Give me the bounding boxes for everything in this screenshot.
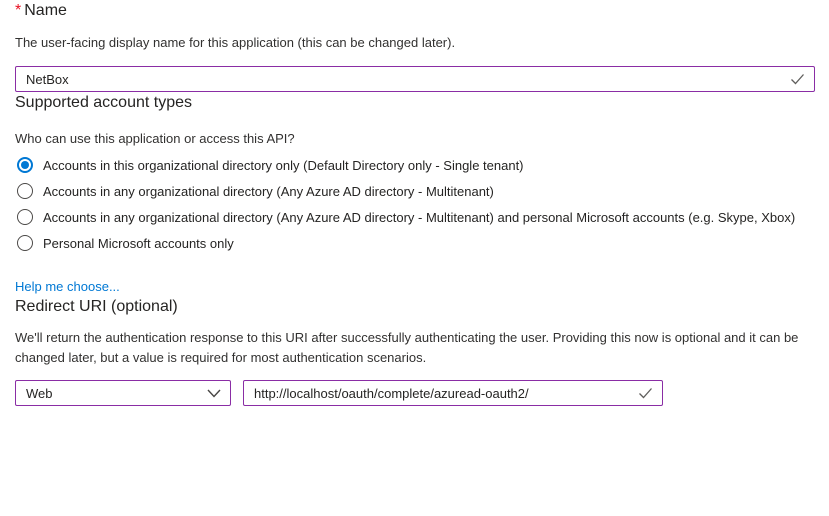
name-input-box — [15, 66, 815, 92]
account-types-title: Supported account types — [15, 94, 193, 111]
valid-checkmark-icon — [638, 387, 653, 399]
redirect-uri-description: We'll return the authentication response to this URI after successfully authenticating the user. Providing this now is optional and it can be changed later, but a value is required for most authentication scenarios. — [15, 330, 799, 365]
radio-button-icon — [17, 235, 33, 251]
name-section-title — [15, 0, 815, 22]
chevron-down-icon — [207, 389, 221, 398]
valid-checkmark-icon — [790, 73, 805, 85]
radio-single-tenant[interactable] — [15, 152, 815, 178]
platform-select-value: Web — [26, 385, 53, 401]
required-marker: * — [15, 2, 22, 19]
redirect-uri-title: Redirect URI (optional) — [15, 298, 178, 315]
radio-personal-only[interactable] — [15, 230, 815, 256]
radio-multitenant[interactable] — [15, 178, 815, 204]
radio-button-icon — [17, 157, 33, 173]
redirect-uri-row — [15, 380, 815, 406]
redirect-uri-input[interactable] — [244, 381, 662, 405]
account-types-radio-group — [15, 152, 815, 256]
name-section-title-text: Name — [24, 2, 67, 19]
radio-button-icon — [17, 209, 33, 225]
radio-label: Accounts in this organizational directory only (Default Directory only - Single tenant) — [43, 157, 524, 173]
account-types-question: Who can use this application or access this API? — [15, 131, 295, 146]
name-description: The user-facing display name for this application (this can be changed later). — [15, 35, 456, 50]
radio-label: Personal Microsoft accounts only — [43, 235, 234, 251]
help-me-choose-link[interactable]: Help me choose... — [15, 279, 120, 294]
radio-button-icon — [17, 183, 33, 199]
name-input[interactable] — [16, 67, 814, 91]
radio-label: Accounts in any organizational directory (Any Azure AD directory - Multitenant) and personal Microsoft accounts (e.g. Skype, Xbox) — [43, 209, 796, 225]
radio-label: Accounts in any organizational directory (Any Azure AD directory - Multitenant) — [43, 183, 494, 199]
redirect-uri-input-box — [243, 380, 663, 406]
radio-multitenant-personal[interactable] — [15, 204, 815, 230]
platform-select[interactable] — [15, 380, 231, 406]
